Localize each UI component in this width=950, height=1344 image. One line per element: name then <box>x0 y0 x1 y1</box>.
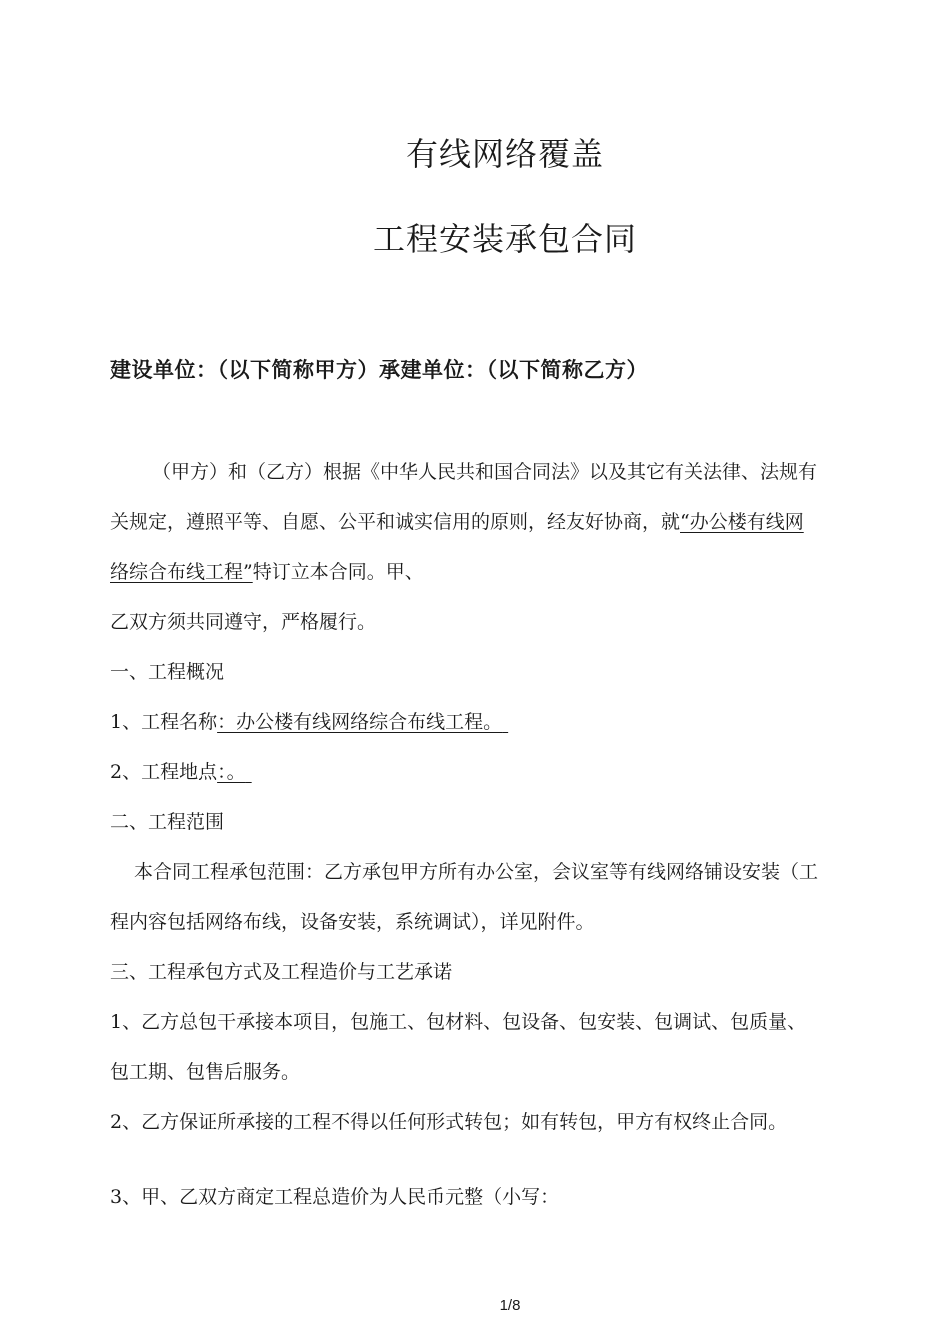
section-3-item-1-line-2: 包工期、包售后服务。 <box>110 1061 301 1083</box>
section-2-heading: 二、工程范围 <box>110 811 225 833</box>
project-name-item <box>110 709 910 735</box>
project-location-item <box>110 759 910 785</box>
intro-line-3-text: 特订立本合同。甲、 <box>252 561 424 583</box>
project-name-quote-end: 络综合布线工程” <box>110 561 253 583</box>
project-name-value: ：办公楼有线网络综合布线工程。 <box>217 711 503 733</box>
section-1-heading: 一、工程概况 <box>110 661 225 683</box>
project-location-label: 2、工程地点 <box>110 761 218 783</box>
intro-line-3 <box>110 559 910 585</box>
scope-line-1: 本合同工程承包范围：乙方承包甲方所有办公室，会议室等有线网络铺设安装（工 <box>134 861 819 883</box>
scope-line-2: 程内容包括网络布线，设备安装，系统调试），详见附件。 <box>110 911 595 933</box>
title-line-2: 工程安装承包合同 <box>372 220 637 258</box>
project-name-quote-start: “办公楼有线网 <box>680 511 804 533</box>
section-3-heading: 三、工程承包方式及工程造价与工艺承诺 <box>110 961 453 983</box>
intro-line-4: 乙双方须共同遵守，严格履行。 <box>110 611 377 633</box>
section-3-item-1-line-1: 1、乙方总包干承接本项目，包施工、包材料、包设备、包安装、包调试、包质量、 <box>110 1011 807 1033</box>
project-name-label: 1、工程名称 <box>110 711 218 733</box>
intro-line-1: （甲方）和（乙方）根据《中华人民共和国合同法》以及其它有关法律、法规有 <box>152 461 818 483</box>
intro-line-2-text: 关规定，遵照平等、自愿、公平和诚实信用的原则，经友好协商，就 <box>110 511 681 533</box>
section-3-item-2: 2、乙方保证所承接的工程不得以任何形式转包；如有转包，甲方有权终止合同。 <box>110 1111 788 1133</box>
project-name-underline-pad <box>502 711 508 733</box>
project-location-value: ：。 <box>217 761 246 783</box>
project-location-underline-pad <box>246 761 252 783</box>
parties-line: 建设单位：（以下简称甲方）承建单位：（以下简称乙方） <box>110 358 648 382</box>
title-line-1: 有线网络覆盖 <box>405 135 604 173</box>
intro-line-2 <box>110 509 910 535</box>
page-number: 1/8 <box>499 1297 521 1314</box>
section-3-item-3: 3、甲、乙双方商定工程总造价为人民币元整（小写： <box>110 1186 560 1208</box>
